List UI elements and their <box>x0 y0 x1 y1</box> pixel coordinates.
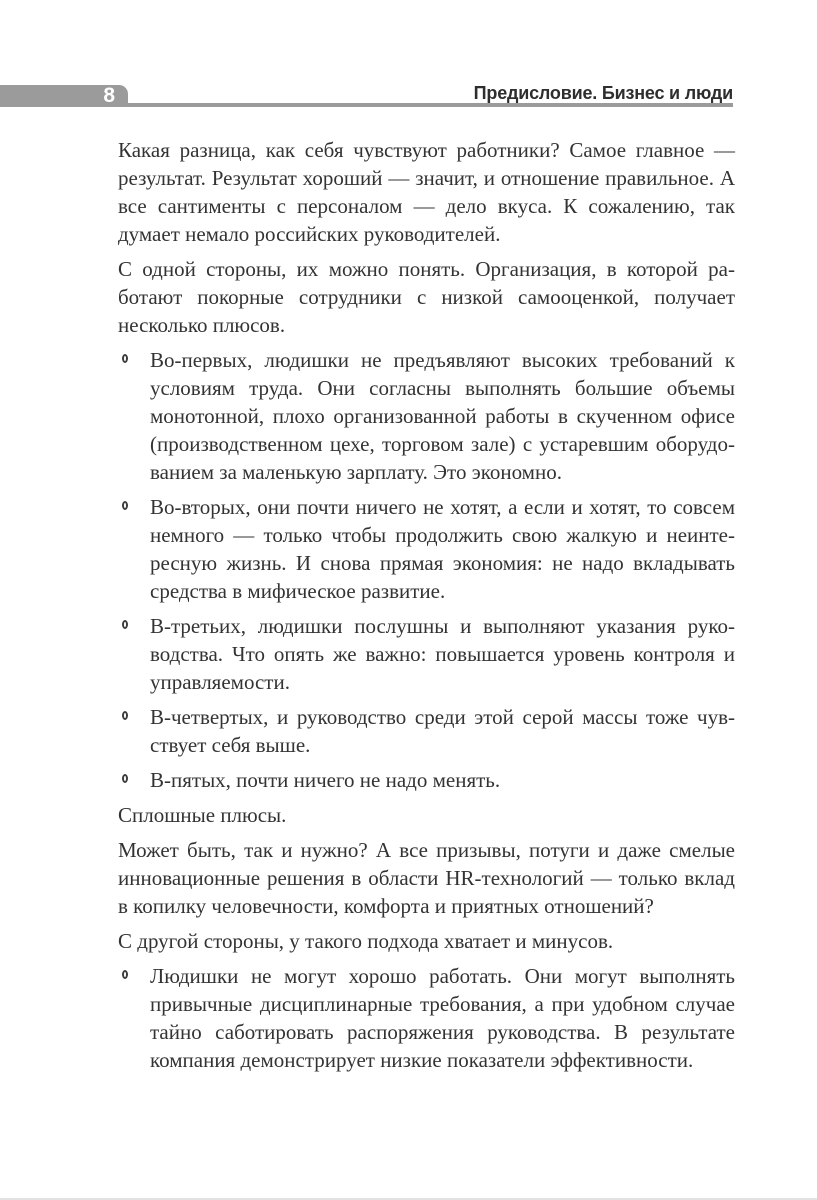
list-item-text: В-четвертых, и руководство среди этой серой массы тоже чувствует себя выше. <box>150 705 735 757</box>
list-item-text: В-пятых, почти ничего не надо менять. <box>150 768 501 792</box>
running-header-title: Предисловие. Бизнес и люди <box>473 83 733 103</box>
bullet-circle-icon <box>122 774 128 783</box>
pluses-list <box>118 346 735 794</box>
list-item <box>118 612 735 696</box>
minuses-list <box>118 962 735 1074</box>
paragraph-question: Может быть, так и нужно? А все призывы, потуги и даже смелые инновационные решения в области HR-технологий — только вклад в копилку человечности, комфорта и приятных отношений? <box>118 838 735 918</box>
bullet-circle-icon <box>122 711 128 720</box>
list-item-text: В-третьих, людишки послушны и выполняют указания руководства. Что опять же важно: повышается уровень контроля и управляемости. <box>150 614 735 694</box>
paragraph-one-side: С одной стороны, их можно понять. Организация, в которой работают покорные сотрудники с низкой самооценкой, получает несколько плюсов. <box>118 257 735 337</box>
list-item-text: Людишки не могут хорошо работать. Они могут выполнять привычные дисциплинарные требования, а при удобном случае тайно саботировать распоряжения руководства. В результате компания демонстрирует низкие показатели эффективности. <box>150 964 735 1072</box>
bullet-circle-icon <box>122 620 128 629</box>
list-item <box>118 703 735 759</box>
page-number: 8 <box>103 84 115 107</box>
paragraph-other-side: С другой стороны, у такого подхода хватает и минусов. <box>118 929 614 953</box>
list-item <box>118 346 735 486</box>
list-item <box>118 962 735 1074</box>
list-item <box>118 493 735 605</box>
page-content <box>118 136 735 1081</box>
paragraph-intro: Какая разница, как себя чувствуют работники? Самое главное — результат. Результат хороший — значит, и отношение правильное. А все сантименты с персоналом — дело вкуса. К сожалению, так думает немало российских руководителей. <box>118 138 735 246</box>
bullet-circle-icon <box>122 501 128 510</box>
bullet-circle-icon <box>122 970 128 979</box>
list-item-text: Во-вторых, они почти ничего не хотят, а если и хотят, то совсем немного — только чтобы продолжить свою жалкую и неинтересную жизнь. И снова прямая экономия: не надо вкладывать средства в мифическое развитие. <box>150 495 735 603</box>
paragraph-conclusion-pluses: Сплошные плюсы. <box>118 803 287 827</box>
bullet-circle-icon <box>122 354 128 363</box>
list-item <box>118 766 735 794</box>
page-number-tab <box>0 85 128 107</box>
list-item-text: Во-первых, людишки не предъявляют высоких требований к условиям труда. Они согласны выполнять большие объемы монотонной, плохо организованной работы в скученном офисе (производственном цехе, торговом зале) с устаревшим оборудованием за маленькую зарплату. Это экономно. <box>150 348 735 484</box>
